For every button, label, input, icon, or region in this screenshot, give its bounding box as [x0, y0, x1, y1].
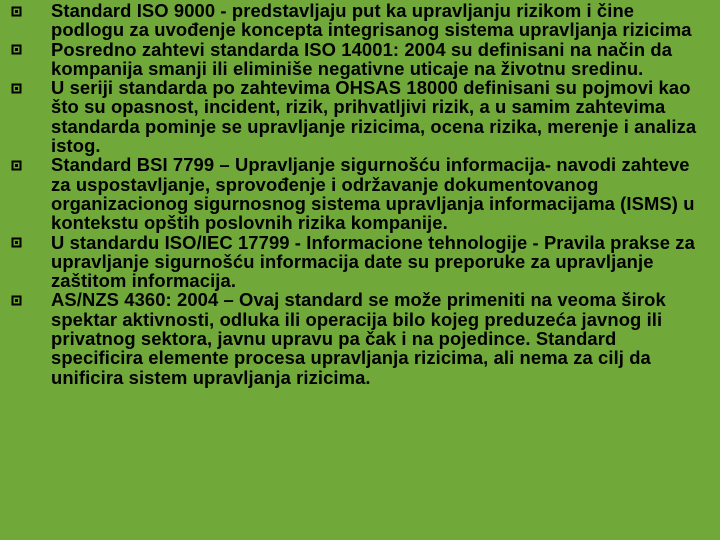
bullet-item: [9, 290, 712, 386]
bullet-text: AS/NZS 4360: 2004 – Ovaj standard se može primeniti na veoma širok spektar aktivnosti, odluka ili operacija bilo kojeg preduzeća javnog ili privatnog sektora, javnu upravu pa čak i na pojedince. Standard specificira elemente procesa upravljanja rizicima, ali nema za cilj da unificira sistem upravljanja rizicima.: [51, 289, 666, 388]
bullet-item: [9, 233, 712, 291]
bullet-item: [9, 78, 712, 155]
square-bullet-icon: [9, 81, 23, 95]
bullet-text: U standardu ISO/IEC 17799 - Informacione tehnologije - Pravila prakse za upravljanje sigurnošću informacija date su preporuke za upravljanje zaštitom informacija.: [51, 231, 695, 292]
square-bullet-icon: [9, 236, 23, 250]
bullet-text: Standard BSI 7799 – Upravljanje sigurnošću informacija- navodi zahteve za uspostavljanje, sprovođenje i održavanje dokumentovanog organizacionog sigurnosnog sistema upravljanja informacijama (ISMS) u kontekstu opštih poslovnih rizika kompanije.: [51, 154, 695, 234]
bullet-text: U seriji standarda po zahtevima OHSAS 18000 definisani su pojmovi kao što su opasnost, incident, rizik, prihvatljivi rizik, a u samim zahtevima standarda pominje se upravljanje rizicima, ocena rizika, merenje i analiza istog.: [51, 77, 697, 157]
bullet-item: [9, 40, 712, 79]
bullet-item: [9, 155, 712, 232]
square-bullet-icon: [9, 4, 23, 18]
bullet-text: Standard ISO 9000 - predstavljaju put ka upravljanju rizikom i čine podlogu za uvođenje koncepta integrisanog sistema upravljanja rizicima: [51, 0, 692, 41]
bullet-list: [9, 1, 712, 387]
square-bullet-icon: [9, 158, 23, 172]
bullet-item: [9, 1, 712, 40]
square-bullet-icon: [9, 43, 23, 57]
bullet-text: Posredno zahtevi standarda ISO 14001: 2004 su definisani na način da kompanija smanji ili eliminiše negativne uticaje na životnu sredinu.: [51, 38, 673, 79]
square-bullet-icon: [9, 293, 23, 307]
